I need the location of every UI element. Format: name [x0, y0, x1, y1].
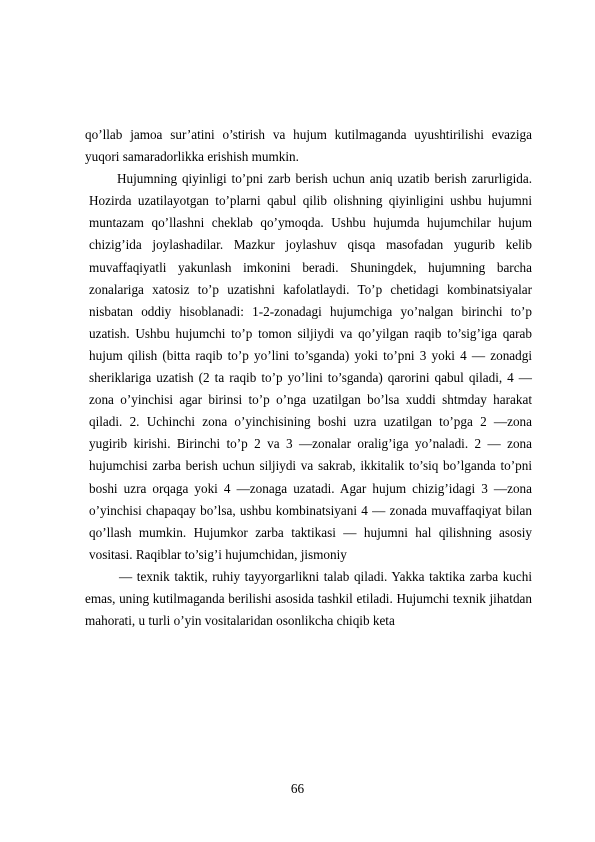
- paragraph-continuation: qo’llab jamoa sur’atini o’stirish va hujum kutilmaganda uyushtirilishi evaziga yuqori samaradorlikka erishish mumkin.: [85, 127, 532, 165]
- paragraph-attack-difficulty: Hujumning qiyinligi to’pni zarb berish uchun aniq uzatib berish zarurligida. Hozirda uzatilayotgan to’plarni qabul qilib olishning qiyinligini ushbu hujumni muntazam qo’llashni cheklab qo’ymoqda. Ushbu hujumda hujumchilar hujum chizig’ida joylashadilar. Mazkur joylashuv qisqa masofadan yugurib kelib muvaffaqiyatli yakunlash imkonini beradi. Shuningdek, hujumning barcha zonalariga xatosiz to’p uzatishni kafolatlaydi. To’p chetidagi kombinatsiyalar nisbatan oddiy hisoblanadi: 1-2-zonadagi hujumchiga yo’nalgan birinchi to’p uzatish. Ushbu hujumchi to’p tomon siljiydi va qo’yilgan raqib to’sig’iga qarab hujum qilish (bitta raqib to’p yo’lini to’sganda) yoki to’pni 3 yoki 4 — zonadgi sheriklariga uzatish (2 ta raqib to’p yo’lini to’sganda) qarorini qabul qiladi, 4 —zona o’yinchisi agar birinsi to’p o’nga uzatilgan bo’lsa xuddi shtmday harakat qiladi. 2. Uchinchi zona o’yinchisining boshi uzra uzatilgan to’pga 2 —zona yugirib kirishi. Birinchi to’p 2 va 3 —zonalar oralig’iga yo’naladi. 2 — zona hujumchisi zarba berish uchun siljiydi va sakrab, ikkitalik to’siq bo’lganda to’pni boshi uzra orqaga yoki 4 —zonaga uzatadi. Agar hujum chizig’idagi 3 —zona o’yinchisi chapaqay bo’lsa, ushbu kombinatsiyani 4 — zonada muvaffaqiyat bilan qo’llash mumkin. Hujumkor zarba taktikasi — hujumni hal qilishning asosiy vositasi. Raqiblar to’sig’i hujumchidan, jismoniy: [89, 171, 532, 562]
- page-number: 66: [290, 781, 305, 796]
- body-text: [85, 124, 532, 632]
- paragraph-technical-tactics: — texnik taktik, ruhiy tayyorgarlikni talab qiladi. Yakka taktika zarba kuchi emas, uning kutilmaganda berilishi asosida tashkil etiladi. Hujumchi texnik jihatdan mahorati, u turli o’yin vositalaridan osonlikcha chiqib keta: [85, 568, 532, 629]
